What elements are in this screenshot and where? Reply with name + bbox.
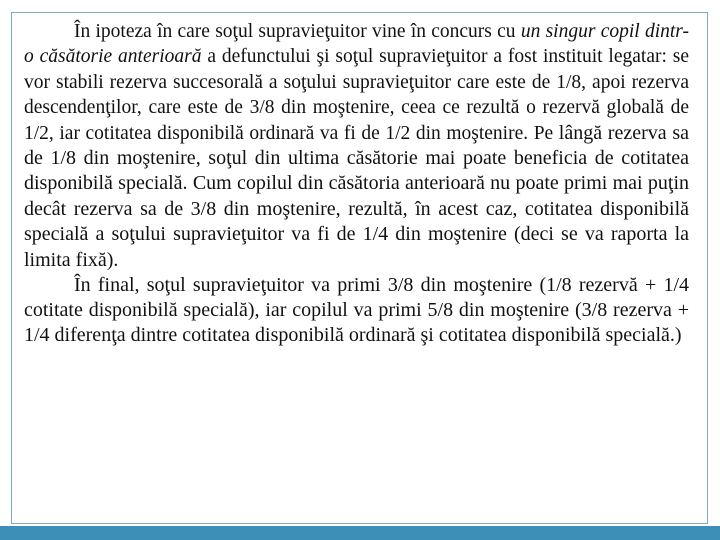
accent-bar <box>0 526 720 540</box>
paragraph-2: În final, soţul supravieţuitor va primi 3/8 din moştenire (1/8 rezervă + 1/4 cotitate disponibilă specială), iar copilul va primi 5/8 din moştenire (3/8 rezerva + 1/4 diferenţa dintre cotitatea disponibilă ordinară şi cotitatea disponibilă specială.) <box>24 274 689 347</box>
paragraph-1-intro: În ipoteza în care soţul supravieţuitor vine în concurs cu <box>74 21 521 42</box>
content-frame <box>11 12 708 524</box>
body-text <box>24 19 689 349</box>
paragraph-1-tail: lângă rezerva sa de 1/8 din moştenire, soţul din ultima căsătorie mai poate beneficia de cotitatea disponibilă specială. Cum copilul din căsătoria anterioară nu poate primi mai puţin decât rezerva sa de 3/8 din moştenire, rezultă, în acest caz, cotitatea disponibilă specială a soţului supravieţuitor va fi de 1/4 din moştenire (deci se va raporta la limita fixă). <box>24 121 689 271</box>
paragraph-1-emphasis: un singur copil dintr-o căsătorie anterioară <box>24 21 689 68</box>
paragraph-1 <box>24 19 689 273</box>
paragraph-1-body: a defunctului şi soţul supravieţuitor a fost instituit legatar: se vor stabili rezerva succesorală a soţului supravieţuitor care este de 1/8, apoi rezerva descendenţilor, care este de 3/8 din moştenire, ceea ce rezultă o rezervă globală de 1/2, iar cotitatea disponibilă ordinară va fi de 1/2 din moştenire. Pe <box>24 46 689 144</box>
